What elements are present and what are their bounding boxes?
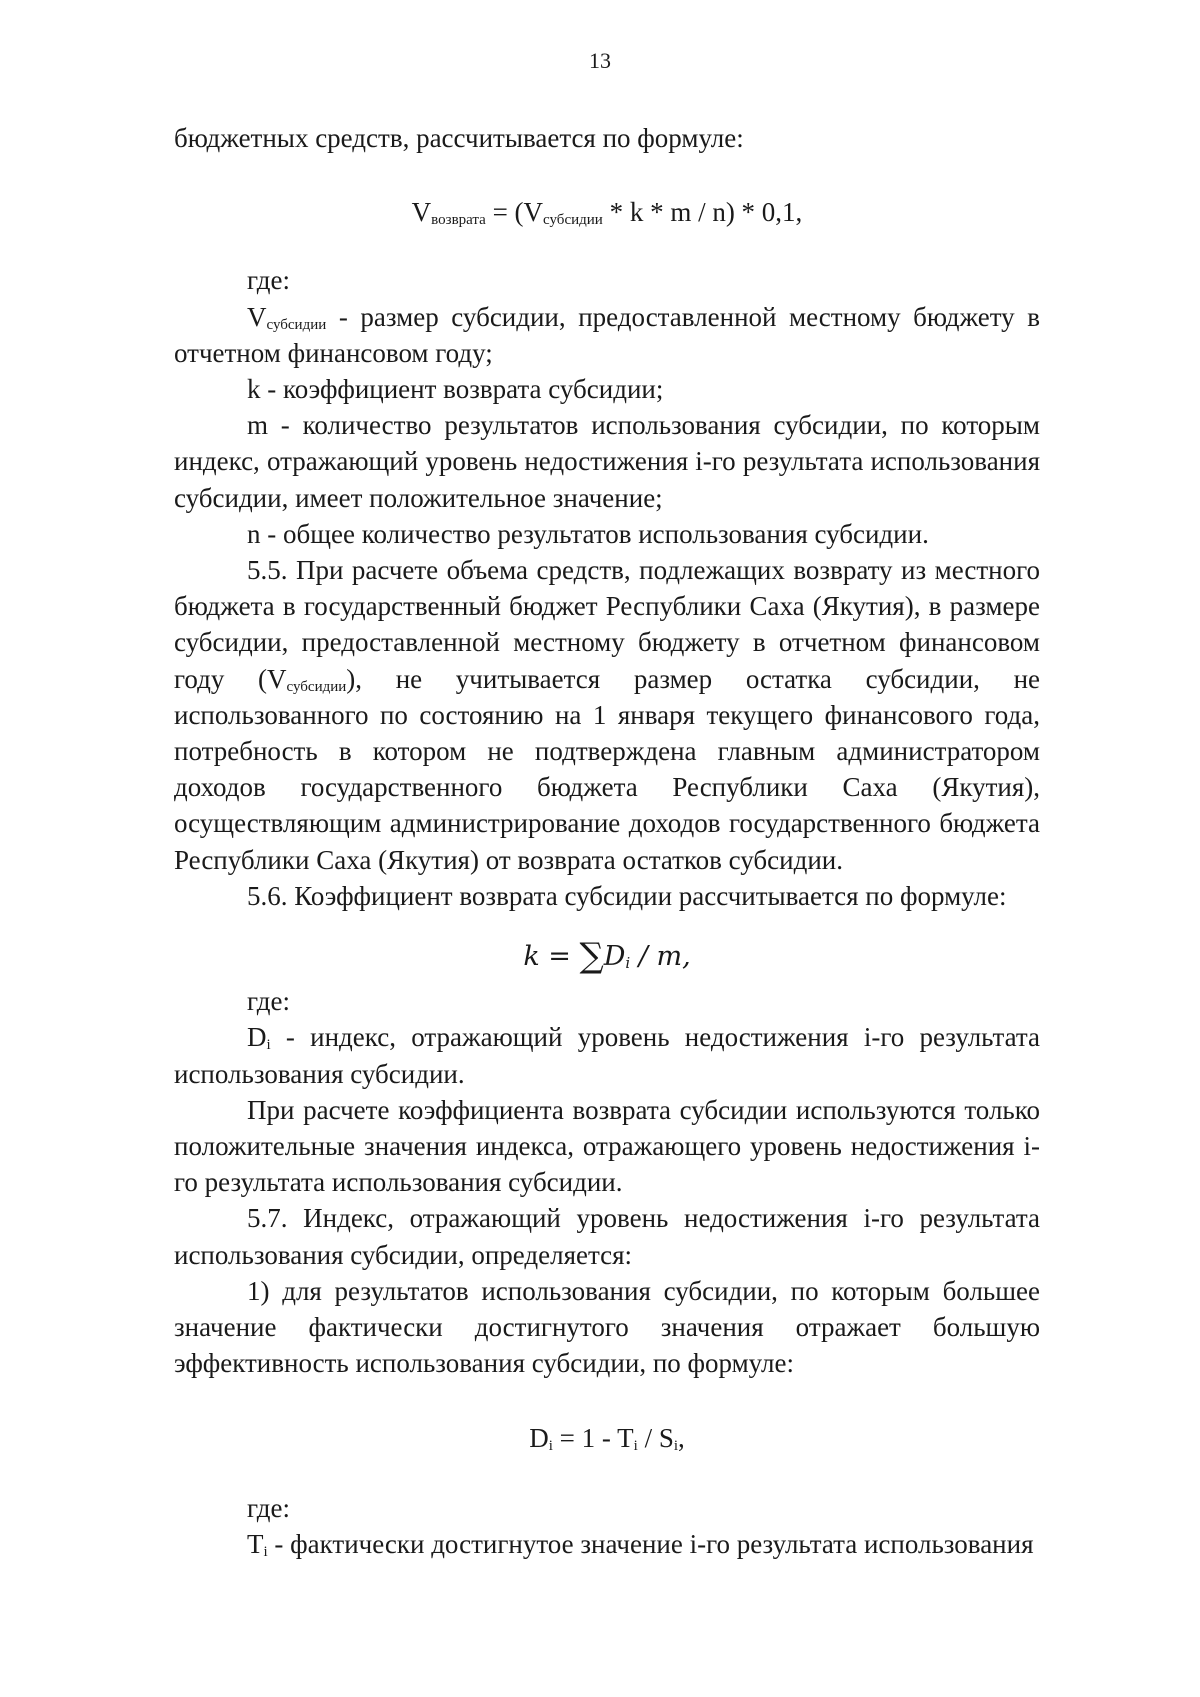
p55-subscript: субсидии xyxy=(286,678,347,695)
formula1-v1: V xyxy=(411,197,432,228)
formula-return-volume xyxy=(174,194,1040,230)
intro-line: бюджетных средств, рассчитывается по формуле: xyxy=(174,123,744,153)
v-definition-text: - размер субсидии, предоставленной местному бюджету в отчетном финансовом году; xyxy=(174,301,1040,368)
formula-coefficient xyxy=(174,938,1040,975)
formula3-mid: = 1 - T xyxy=(552,1422,634,1453)
formula3-d: D xyxy=(529,1422,549,1453)
definition-k: k - коэффициент возврата субсидии; xyxy=(247,374,664,405)
page-number: 13 xyxy=(589,48,611,73)
formula1-mid: = (V xyxy=(485,197,544,228)
paragraph-positive-values: При расчете коэффициента возврата субсидии используются только положительные значения индекса, отражающего уровень недостижения i-го результата использования субсидии. xyxy=(174,1094,1040,1198)
definition-t xyxy=(174,1526,1040,1562)
p55-start: 5.5. При расчете объема средств, подлежащих возврату из местного бюджета в государственный бюджет Республики Саха (Якутия), в размере субсидии, предоставленной местному бюджету в отчетном финансовом году (V xyxy=(174,555,1040,694)
v-subscript: субсидии xyxy=(266,316,327,333)
t-subscript: i xyxy=(263,1543,268,1560)
d-definition-text: - индекс, отражающий уровень недостижения i-го результата использования субсидии. xyxy=(174,1022,1040,1089)
where-label-2: где: xyxy=(247,986,290,1017)
formula2-d-subscript: i xyxy=(625,954,631,973)
sum-symbol: ∑ xyxy=(579,936,604,977)
paragraph-5-6: 5.6. Коэффициент возврата субсидии рассчитывается по формуле: xyxy=(247,880,1007,911)
formula-index xyxy=(174,1420,1040,1456)
formula1-v1-subscript: возврата xyxy=(431,212,486,229)
definition-n: n - общее количество результатов использования субсидии. xyxy=(247,518,929,549)
formula2-right: / m, xyxy=(630,941,691,973)
p55-end: ), не учитывается размер остатка субсидии, не использованного по состоянию на 1 января текущего финансового года, потребность в котором не подтверждена главным администратором доходов государственного бюджета Республики Саха (Якутия), осуществляющим администрирование доходов государственного бюджета Республики Саха (Якутия) от возврата остатков субсидии. xyxy=(174,663,1040,875)
formula3-t-subscript: i xyxy=(633,1437,638,1454)
v-letter: V xyxy=(247,301,267,332)
definition-m: m - количество результатов использования субсидии, по которым индекс, отражающий уровень недостижения i-го результата использования субсидии, имеет положительное значение; xyxy=(174,410,1040,513)
definition-d xyxy=(174,1019,1040,1091)
formula1-tail: * k * m / n) * 0,1, xyxy=(602,197,803,228)
formula2-left: k = xyxy=(523,941,580,973)
where-label-1: где: xyxy=(247,265,290,296)
document-body xyxy=(174,120,1040,1562)
formula3-slash: / S xyxy=(637,1422,674,1453)
where-label-3: где: xyxy=(247,1492,290,1523)
formula3-end: , xyxy=(678,1422,685,1453)
paragraph-5-7: 5.7. Индекс, отражающий уровень недостижения i-го результата использования субсидии, определяется: xyxy=(174,1203,1040,1270)
t-letter: T xyxy=(247,1528,264,1559)
d-letter: D xyxy=(247,1022,267,1053)
formula3-s-subscript: i xyxy=(673,1437,679,1454)
t-definition-text: - фактически достигнутое значение i-го результата использования xyxy=(267,1528,1034,1559)
d-subscript: i xyxy=(266,1037,271,1054)
definition-v-subsidy xyxy=(174,299,1040,371)
formula3-d-subscript: i xyxy=(548,1437,553,1454)
formula2-d: D xyxy=(603,941,626,973)
paragraph-5-7-item-1: 1) для результатов использования субсидии, по которым большее значение фактически достигнутого значения отражает большую эффективность использования субсидии, по формуле: xyxy=(174,1275,1040,1379)
paragraph-5-5 xyxy=(174,552,1040,878)
formula1-v2-subscript: субсидии xyxy=(543,212,603,229)
